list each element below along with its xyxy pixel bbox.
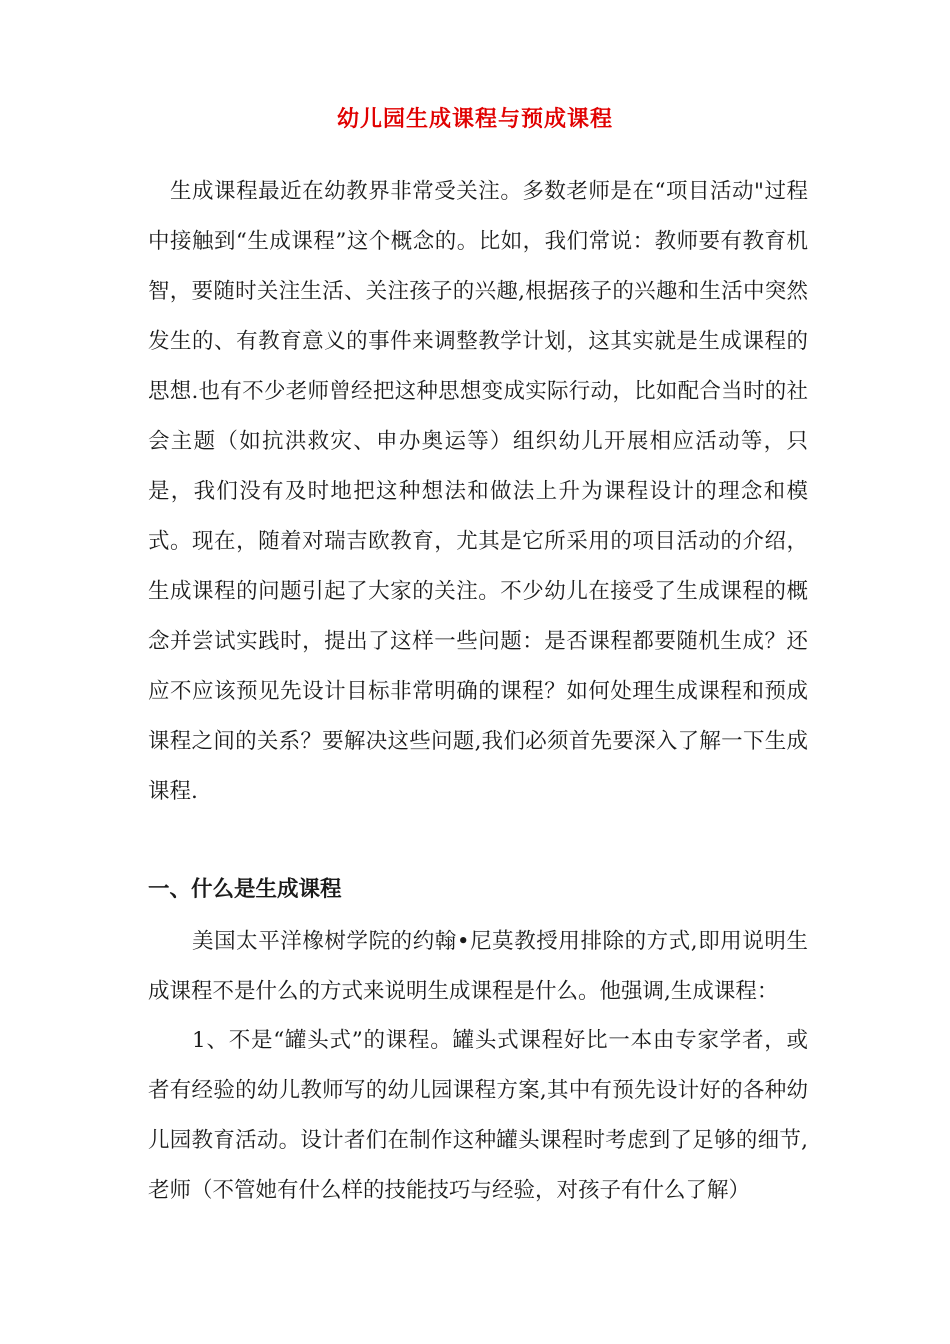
document-title: 幼儿园生成课程与预成课程 (336, 107, 613, 132)
section-paragraph-list-item: 1、不是“罐头式”的课程。罐头式课程好比一本由专家学者，或者有经验的幼儿教师写的幼儿园课程方案,其中有预先设计好的各种幼儿园教育活动。设计者们在制作这种罐头课程时考虑到了足够的细节,老师（不管她有什么样的技能技巧与经验，对孩子有什么了解） (148, 1028, 808, 1203)
section-paragraph: 美国太平洋橡树学院的约翰•尼莫教授用排除的方式,即用说明生成课程不是什么的方式来说明生成课程是什么。他强调,生成课程： (148, 929, 808, 1004)
intro-paragraph: 生成课程最近在幼教界非常受关注。多数老师是在“项目活动"过程中接触到“生成课程”这个概念的。比如，我们常说：教师要有教育机智，要随时关注生活、关注孩子的兴趣,根据孩子的兴趣和生活中突然发生的、有教育意义的事件来调整教学计划，这其实就是生成课程的思想.也有不少老师曾经把这种思想变成实际行动，比如配合当时的社会主题（如抗洪救灾、申办奥运等）组织幼儿开展相应活动等，只是，我们没有及时地把这种想法和做法上升为课程设计的理念和模式。现在，随着对瑞吉欧教育，尤其是它所采用的项目活动的介绍，生成课程的问题引起了大家的关注。不少幼儿在接受了生成课程的概念并尝试实践时，提出了这样一些问题：是否课程都要随机生成？还应不应该预见先设计目标非常明确的课程？如何处理生成课程和预成课程之间的关系？要解决这些问题,我们必须首先要深入了解一下生成课程. (148, 179, 808, 804)
section-heading: 一、什么是生成课程 (148, 877, 342, 902)
